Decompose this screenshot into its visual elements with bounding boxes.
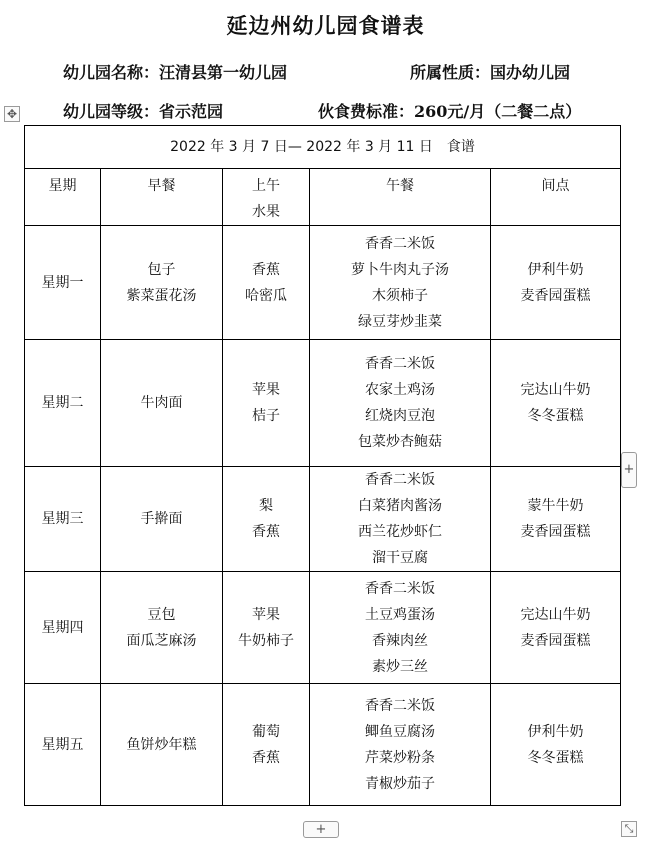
day-cell: 星期四 — [25, 572, 101, 684]
snack-item: 冬冬蛋糕 — [527, 408, 584, 424]
page-title: 延边州幼儿园食谱表 — [226, 13, 425, 38]
snack-item: 完达山牛奶 — [520, 382, 591, 398]
lunch-item: 西兰花炒虾仁 — [358, 524, 442, 540]
fruit-cell — [223, 340, 310, 467]
snack-item: 伊利牛奶 — [527, 261, 584, 278]
day-cell: 星期一 — [25, 226, 101, 340]
breakfast-item: 紫菜蛋花汤 — [126, 287, 197, 304]
day-cell: 星期二 — [25, 340, 101, 467]
table-move-handle-icon[interactable]: ✥ — [4, 106, 20, 122]
kindergarten-level: 幼儿园等级：省示范园 — [63, 102, 224, 121]
kindergarten-name: 幼儿园名称：汪清县第一幼儿园 — [63, 63, 288, 82]
fruit-cell — [223, 226, 310, 340]
fruit-item: 牛奶柿子 — [238, 632, 294, 649]
header-snack: 间点 — [491, 169, 621, 226]
add-column-button[interactable]: + — [621, 452, 637, 488]
header-day: 星期 — [25, 169, 101, 226]
day-cell: 星期三 — [25, 467, 101, 572]
snack-item: 完达山牛奶 — [520, 606, 591, 623]
header-fruit-line: 水果 — [252, 204, 280, 220]
breakfast-item: 面瓜芝麻汤 — [126, 632, 197, 649]
breakfast-item: 豆包 — [147, 606, 176, 623]
fruit-item: 苹果 — [252, 606, 280, 623]
breakfast-cell — [101, 467, 223, 572]
lunch-item: 鲫鱼豆腐汤 — [365, 723, 435, 740]
lunch-item: 香香二米饭 — [365, 235, 435, 252]
breakfast-cell — [101, 572, 223, 684]
snack-cell — [491, 467, 621, 572]
header-breakfast: 早餐 — [101, 169, 223, 226]
lunch-cell — [310, 572, 491, 684]
fruit-item: 香蕉 — [252, 261, 280, 278]
breakfast-item: 牛肉面 — [140, 395, 183, 411]
snack-item: 麦香园蛋糕 — [520, 524, 591, 540]
lunch-item: 木须柿子 — [372, 287, 428, 304]
lunch-item: 香香二米饭 — [365, 580, 435, 597]
snack-item: 蒙牛牛奶 — [527, 498, 584, 514]
snack-item: 麦香园蛋糕 — [520, 287, 591, 304]
snack-item: 麦香园蛋糕 — [520, 632, 591, 649]
fruit-item: 苹果 — [252, 382, 280, 398]
lunch-item: 香辣肉丝 — [372, 632, 428, 649]
day-cell: 星期五 — [25, 684, 101, 806]
lunch-item: 溜干豆腐 — [372, 550, 428, 566]
menu-period: 2022 年 3 月 7 日— 2022 年 3 月 11 日 食谱 — [25, 126, 621, 169]
snack-item: 伊利牛奶 — [527, 723, 584, 740]
lunch-item: 包菜炒杏鲍菇 — [358, 434, 442, 450]
fruit-item: 葡萄 — [252, 723, 280, 740]
fruit-cell — [223, 684, 310, 806]
menu-row — [25, 340, 621, 467]
table-resize-handle-icon[interactable]: ⤡ — [621, 821, 637, 837]
lunch-item: 土豆鸡蛋汤 — [365, 606, 435, 623]
lunch-item: 绿豆芽炒韭菜 — [358, 313, 442, 330]
lunch-item: 红烧肉豆泡 — [365, 408, 435, 424]
breakfast-item: 手擀面 — [140, 511, 183, 527]
meal-fee-standard: 伙食费标准：260元/月（二餐二点） — [318, 102, 582, 121]
lunch-item: 萝卜牛肉丸子汤 — [351, 261, 449, 278]
lunch-cell — [310, 340, 491, 467]
menu-row — [25, 467, 621, 572]
kindergarten-nature: 所属性质：国办幼儿园 — [410, 63, 571, 82]
fruit-item: 桔子 — [252, 408, 280, 424]
menu-row — [25, 226, 621, 340]
breakfast-cell — [101, 684, 223, 806]
lunch-cell — [310, 226, 491, 340]
fruit-item: 香蕉 — [252, 749, 280, 766]
snack-item: 冬冬蛋糕 — [527, 749, 584, 766]
fruit-cell — [223, 467, 310, 572]
lunch-item: 青椒炒茄子 — [365, 775, 435, 792]
lunch-cell — [310, 684, 491, 806]
breakfast-item: 包子 — [147, 261, 176, 278]
fruit-cell — [223, 572, 310, 684]
fruit-item: 哈密瓜 — [245, 287, 287, 304]
menu-row — [25, 684, 621, 806]
lunch-item: 香香二米饭 — [365, 472, 435, 488]
add-row-button[interactable]: + — [303, 821, 339, 838]
snack-cell — [491, 340, 621, 467]
lunch-item: 农家土鸡汤 — [365, 382, 435, 398]
lunch-item: 香香二米饭 — [365, 356, 435, 372]
lunch-item: 香香二米饭 — [365, 697, 435, 714]
lunch-item: 芹菜炒粉条 — [365, 749, 435, 766]
breakfast-item: 鱼饼炒年糕 — [126, 736, 197, 753]
lunch-cell — [310, 467, 491, 572]
header-fruit — [223, 169, 310, 226]
lunch-item: 素炒三丝 — [372, 658, 428, 675]
fruit-item: 香蕉 — [252, 524, 280, 540]
breakfast-cell — [101, 226, 223, 340]
fruit-item: 梨 — [259, 498, 273, 514]
lunch-item: 白菜猪肉酱汤 — [358, 498, 442, 514]
header-lunch: 午餐 — [310, 169, 491, 226]
snack-cell — [491, 572, 621, 684]
menu-row — [25, 572, 621, 684]
snack-cell — [491, 684, 621, 806]
breakfast-cell — [101, 340, 223, 467]
snack-cell — [491, 226, 621, 340]
menu-table — [24, 125, 621, 806]
header-fruit-line: 上午 — [252, 178, 280, 194]
